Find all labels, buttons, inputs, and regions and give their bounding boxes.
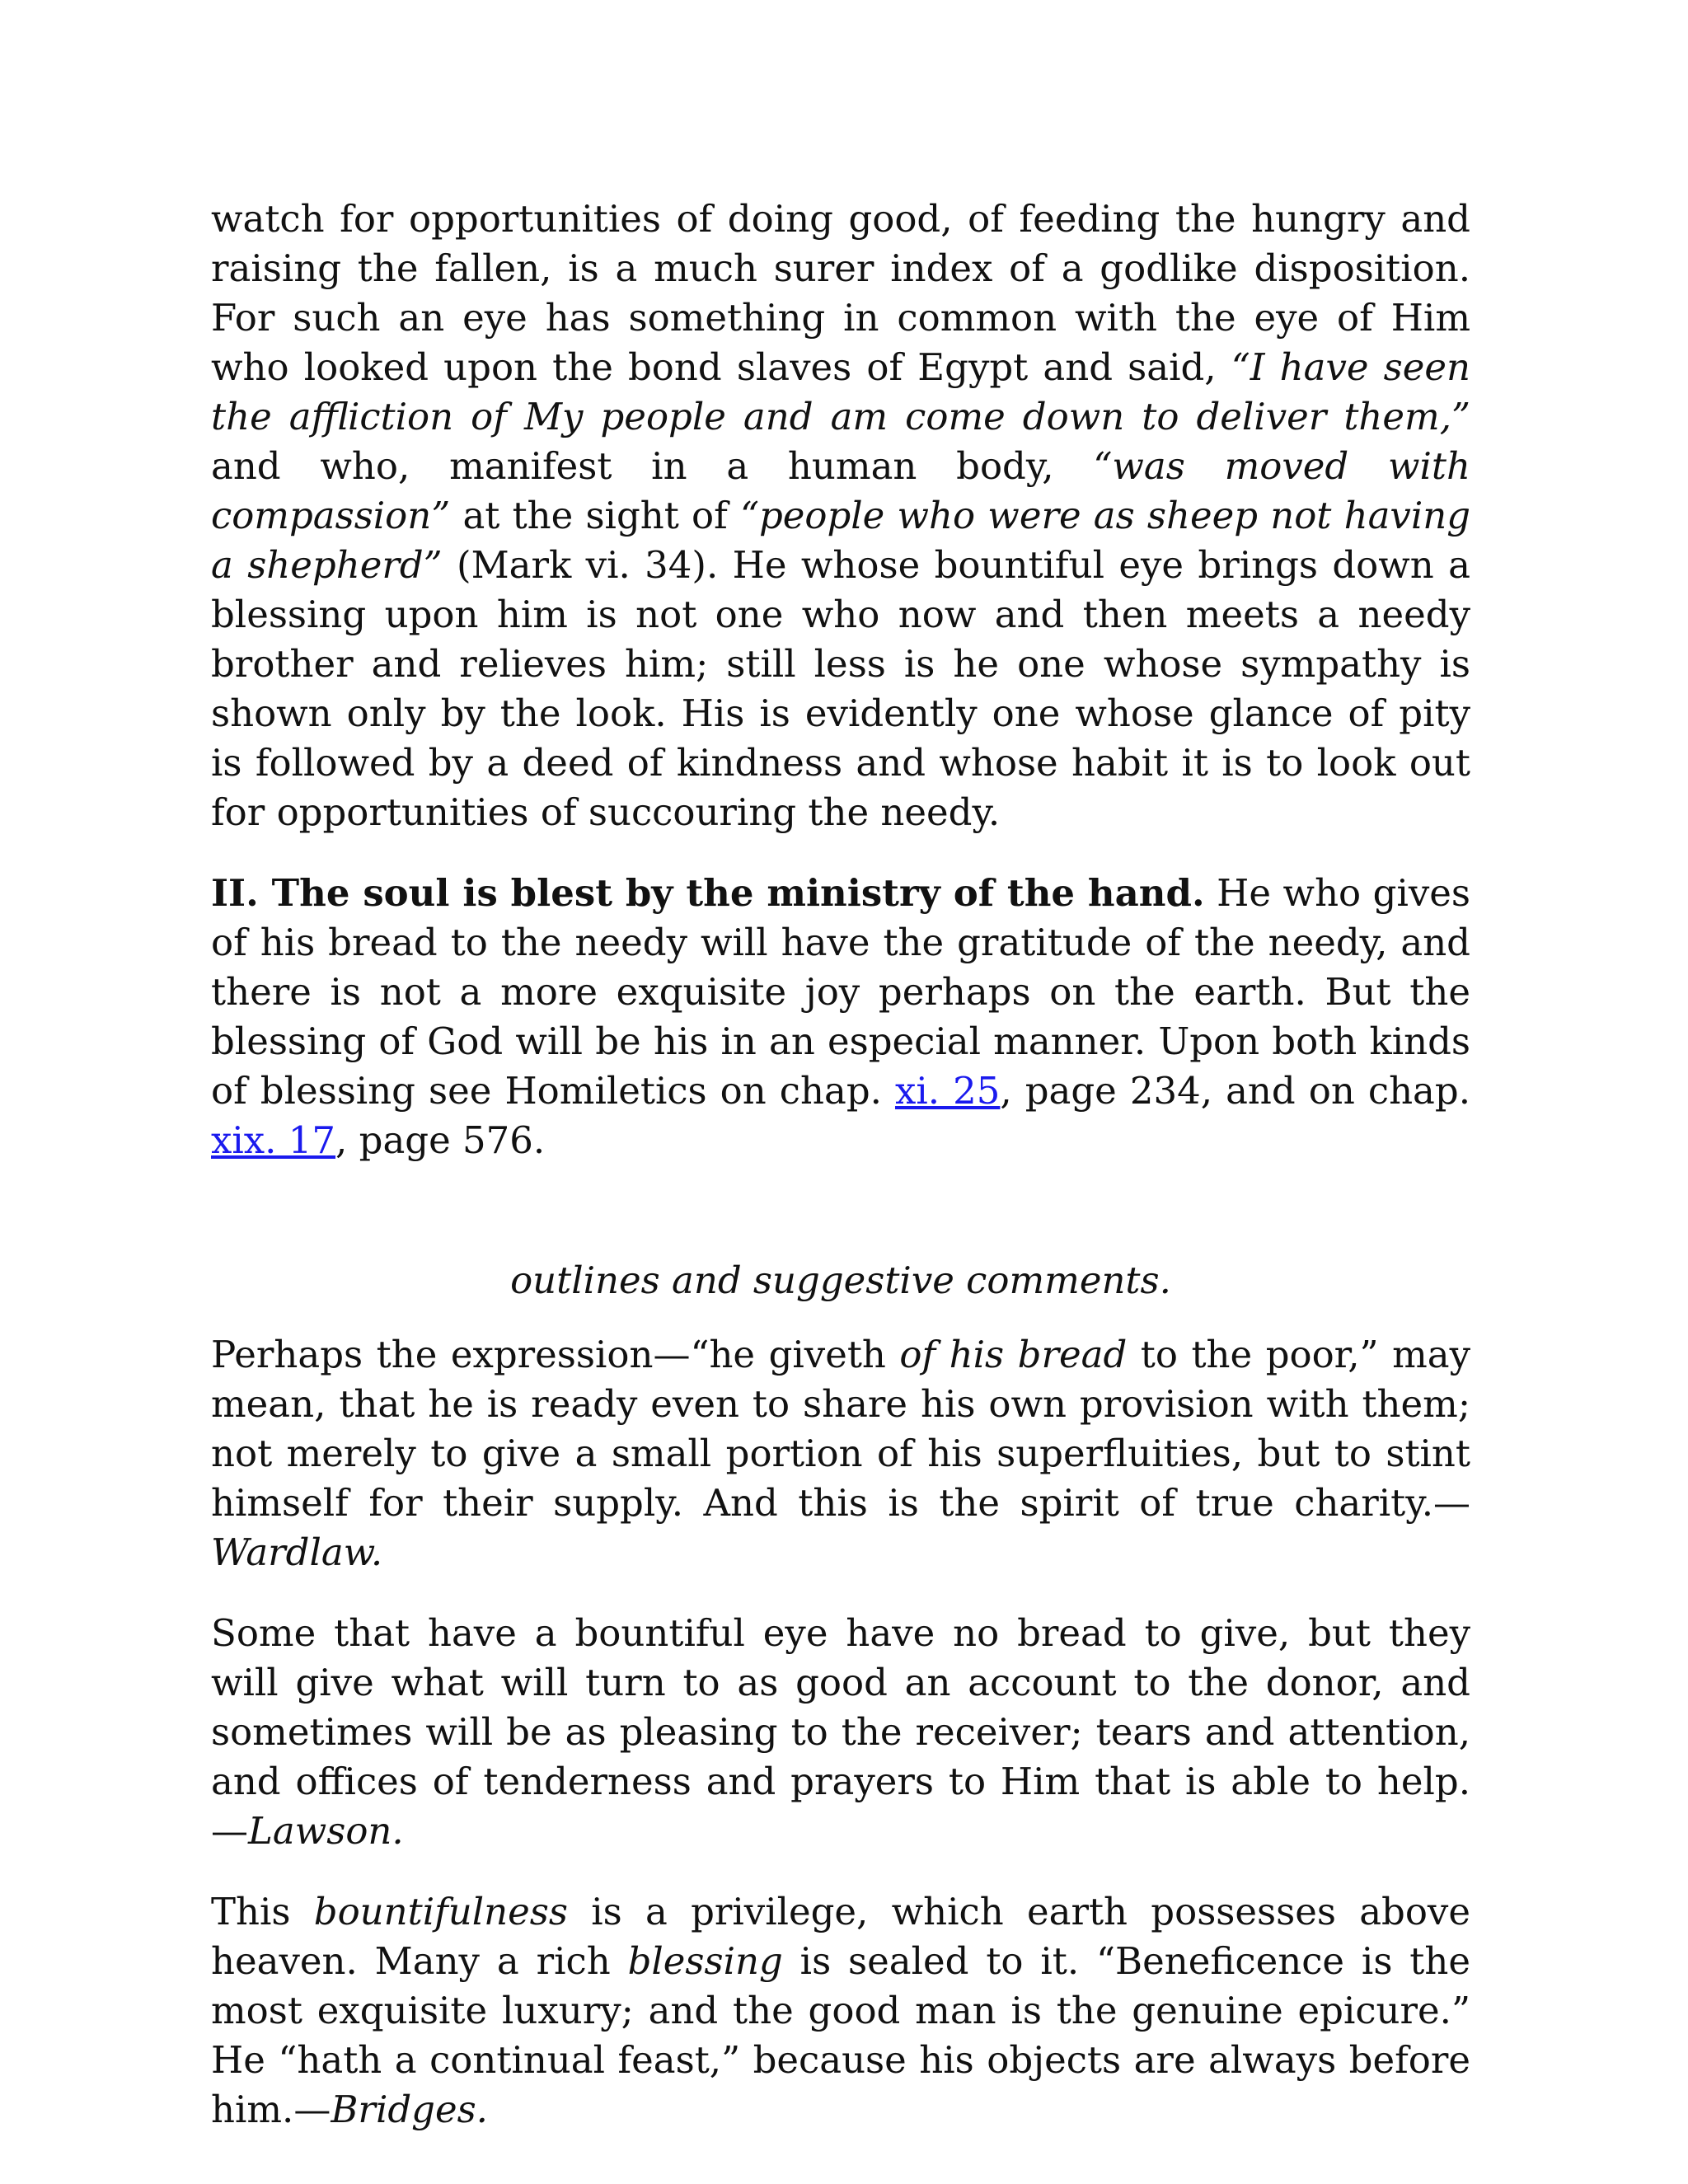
p5-text-3: is sealed to it. “Beneficence is the most exquisite luxury; and the good man is the genuine epicure.” He “hath a continual feast,” because his objects are always before him.—	[211, 1939, 1470, 2131]
p1-quote-compassion: “was moved with compassion”	[211, 444, 1470, 537]
p5-italic-bountifulness: bountifulness	[313, 1890, 568, 1933]
link-xi-25[interactable]: xi. 25	[894, 1069, 1001, 1113]
p1-quote-exodus: “I have seen the affliction of My people and am come down to deliver them,”	[211, 345, 1470, 438]
p5-italic-blessing: blessing	[627, 1939, 783, 1983]
paragraph-lawson	[211, 1609, 1470, 1856]
section-heading-ii: II. The soul is blest by the ministry of the hand.	[211, 871, 1205, 915]
p4-author: Lawson.	[248, 1809, 404, 1853]
p1-text-2: and who, manifest in a human body,	[211, 444, 1094, 488]
p5-text-2: is a privilege, which earth possesses above heaven. Many a rich	[211, 1890, 1470, 1983]
document-page	[211, 194, 1470, 2166]
paragraph-bridges	[211, 1887, 1470, 2135]
paragraph-bountiful-eye	[211, 194, 1470, 837]
p3-italic-bread: of his bread	[899, 1333, 1128, 1376]
p3-author: Wardlaw.	[211, 1530, 383, 1574]
p5-author: Bridges.	[331, 2088, 488, 2131]
p3-text-1: Perhaps the expression—“he giveth	[211, 1333, 900, 1376]
p3-text-2: to the poor,” may mean, that he is ready even to share his own provision with them; not merely to give a small portion of his superfluities, but to stint himself for their supply. And this is the spirit of true charity.—	[211, 1333, 1470, 1525]
p5-text-1: This	[211, 1890, 314, 1933]
p2-text-1: He who gives of his bread to the needy will have the gratitude of the needy, and there is not a more exquisite joy perhaps on the earth. But the blessing of God will be his in an especial manner. Upon both kinds of blessing see Homiletics on chap.	[211, 871, 1471, 1113]
p4-text-1: Some that have a bountiful eye have no bread to give, but they will give what will turn to as good an account to the donor, and sometimes will be as pleasing to the receiver; tears and attention, and offices of tenderness and prayers to Him that is able to help.—	[211, 1611, 1470, 1853]
paragraph-wardlaw	[211, 1330, 1470, 1577]
outlines-heading: outlines and suggestive comments.	[510, 1258, 1171, 1302]
p1-text-4: (Mark vi. 34). He whose bountiful eye brings down a blessing upon him is not one who now and then meets a needy brother and relieves him; still less is he one whose sympathy is shown only by the look. His is evidently one whose glance of pity is followed by a deed of kindness and whose habit it is to look out for opportunities of succouring the needy.	[211, 543, 1470, 834]
link-xix-17[interactable]: xix. 17	[211, 1118, 336, 1162]
paragraph-ministry-of-hand	[211, 869, 1470, 1165]
p2-text-3: , page 576.	[335, 1118, 546, 1162]
p2-text-2: , page 234, and on chap.	[1000, 1069, 1470, 1113]
p1-quote-sheep: “people who were as sheep not having a shepherd”	[211, 494, 1470, 587]
p1-text-1: watch for opportunities of doing good, of feeding the hungry and raising the fallen, is a much surer index of a godlike disposition. For such an eye has something in common with the eye of Him who looked upon the bond slaves of Egypt and said,	[211, 197, 1470, 389]
p1-text-3: at the sight of	[450, 494, 740, 537]
